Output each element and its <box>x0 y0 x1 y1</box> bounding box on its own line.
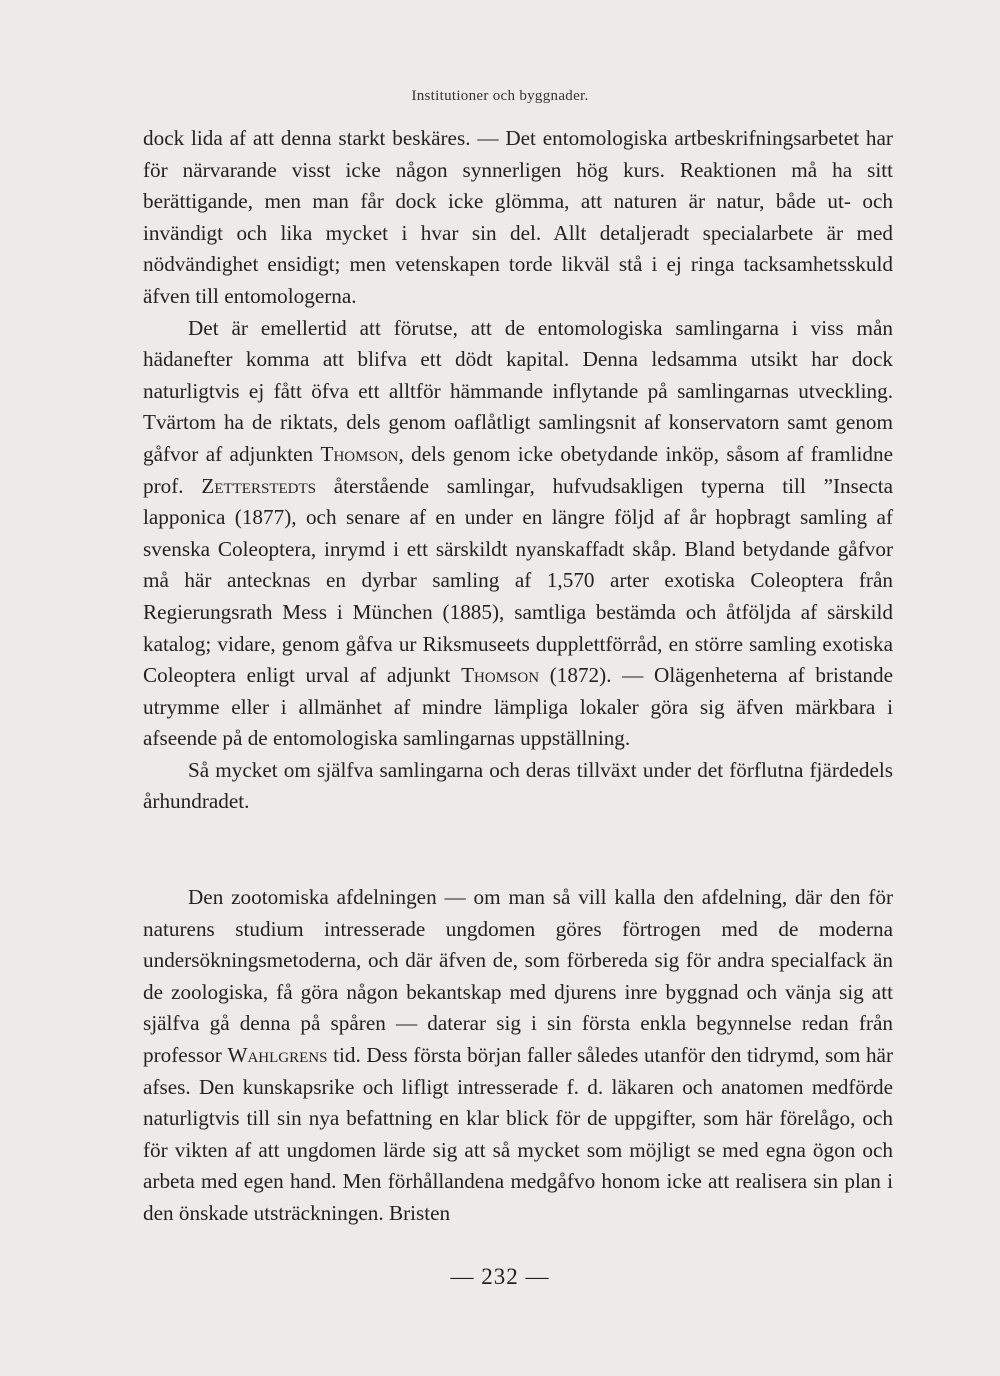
paragraph-3: Så mycket om själfva samlingarna och deras tillväxt under det förflutna fjärdedels århundradet. <box>143 757 893 814</box>
section-zootomy <box>143 882 893 1230</box>
running-head: Institutioner och byggnader. <box>411 88 589 104</box>
paragraph-2-text-1: Det är emellertid att förutse, att de entomologiska samlingarna i viss mån hädanefter komma att blifva ett dödt kapital. Denna ledsamma utsikt har dock naturligtvis ej fått öfva ett alltför hämmande inflytande på samlingarnas utveckling. Tvärtom ha de riktats, dels genom oaflåtligt samlingsnit af konservatorn samt genom gåfvor af adjunkten <box>143 315 893 466</box>
page-number: — 232 — <box>450 1264 550 1289</box>
paragraph-4-text-2: tid. Dess första början faller således utanför den tidrymd, som här afses. Den kunskapsrike och lifligt intresserade f. d. läkaren och anatomen medförde naturligtvis till sin nya befattning en klar blick för de uppgifter, som här förelågo, och för vikten af att ungdomen lärde sig att så mycket som möjligt se med egna ögon och arbeta med egen hand. Men förhållandena medgåfvo honom icke att realisera sin plan i den önskade utsträckningen. Bristen <box>143 1042 893 1225</box>
paragraph-2-text-3: återstående samlingar, hufvudsakligen typerna till ”Insecta lapponica (1877), och senare af en under en längre följd af år hopbragt samling af svenska Coleoptera, inrymd i ett särskildt nyanskaffadt skåp. Bland betydande gåfvor må här antecknas en dyrbar samling af 1,570 arter exotiska Coleoptera från Regierungsrath Mess i München (1885), samtliga bestämda och åtföljda af särskild katalog; vidare, genom gåfva ur Riksmuseets dupplettförråd, en större samling exotiska Coleoptera enligt urval af adjunkt <box>143 473 893 688</box>
paragraph-4-text-1: Den zootomiska afdelningen — om man så vill kalla den afdelning, där den för naturens studium intresserade ungdomen göres förtrogen med de moderna undersökningsmetoderna, och där äfven de, som förbereda sig för andra specialfack än de zoologiska, få göra någon bekantskap med djurens inre byggnad och vänja sig att själfva gå denna på spåren — daterar sig i sin första enkla begynnelse redan från professor <box>143 885 893 1067</box>
section-entomology <box>143 123 893 818</box>
person-name-zetterstedts: Zetterstedts <box>201 473 316 498</box>
paragraph-2 <box>143 313 893 755</box>
paragraph-2-text-4: (1872). — Olägenheterna af bristande utrymme eller i allmänhet af mindre lämpliga lokaler göra sig äfven märkbara i afseende på de entomologiska samlingarnas uppställning. <box>143 663 893 751</box>
paragraph-2-text-2: , dels genom icke obetydande inköp, såsom af framlidne prof. <box>143 441 894 498</box>
person-name-thomson-2: Thomson <box>461 663 540 688</box>
paragraph-4 <box>143 882 893 1230</box>
person-name-thomson: Thomson <box>320 441 399 466</box>
person-name-wahlgrens: Wahlgrens <box>227 1042 328 1067</box>
paragraph-1: dock lida af att denna starkt beskäres. — Det entomologiska artbeskrifningsarbetet har för närvarande visst icke någon synnerligen hög kurs. Reaktionen må ha sitt berättigande, men man får dock icke glömma, att naturen är natur, både ut- och invändigt och lika mycket i hvar sin del. Allt detaljeradt specialarbete är med nödvändighet ensidigt; men vetenskapen torde likväl stå i ej ringa tacksamhetsskuld äfven till entomologerna. <box>143 126 893 308</box>
